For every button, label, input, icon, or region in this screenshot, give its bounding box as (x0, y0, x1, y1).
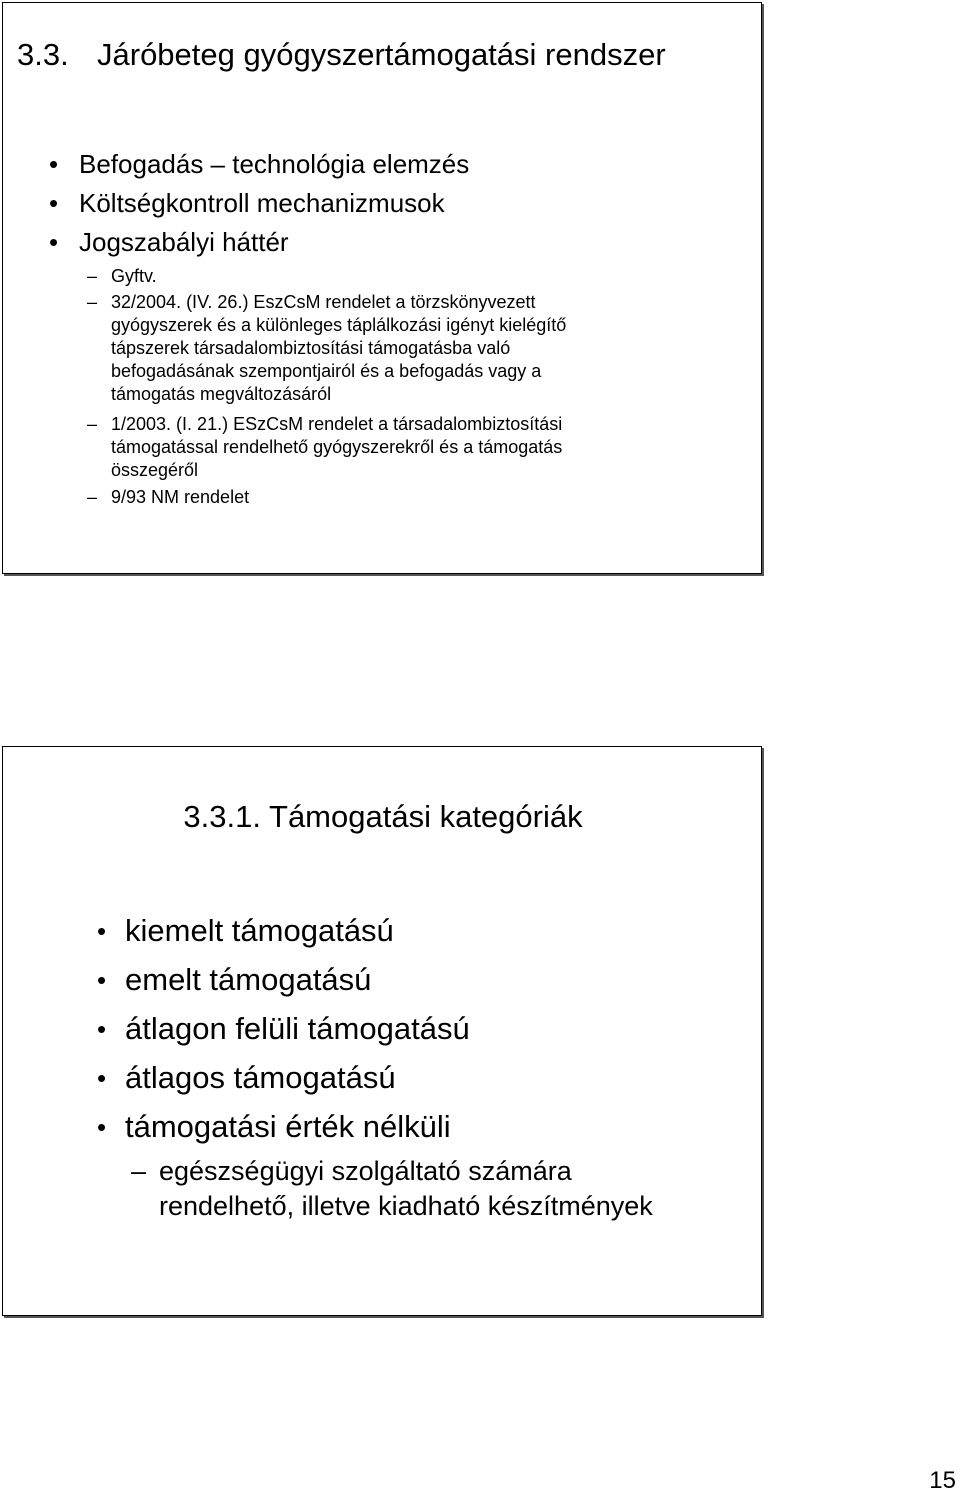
slide-1-title-number: 3.3. (17, 37, 69, 72)
dash-icon: – (131, 1156, 147, 1186)
bullet-text: átlagos támogatású (125, 1060, 396, 1095)
bullet-icon: • (97, 1063, 107, 1093)
subitem-text: 32/2004. (IV. 26.) EszCsM rendelet a törzskönyvezett gyógyszerek és a különleges táplálkozási igényt kielégítő tápszerek társadalombiztosítási támogatásba való befogadásának szempontjairól és a befogadás vagy a támogatás megváltozásáról (111, 292, 567, 404)
subitem-text: Gyftv. (111, 266, 157, 286)
bullet-icon: • (49, 188, 59, 218)
bullet-icon: • (49, 149, 59, 179)
bullet-text: Költségkontroll mechanizmusok (79, 188, 445, 218)
dash-icon: – (87, 487, 98, 507)
slide-1-title (17, 37, 666, 73)
bullet-text: emelt támogatású (125, 962, 372, 997)
page-number: 15 (929, 1467, 956, 1494)
dash-icon: – (87, 292, 98, 312)
subitem-text: 1/2003. (I. 21.) ESzCsM rendelet a társadalombiztosítási támogatással rendelhető gyógyszerekről és a támogatás összegéről (111, 414, 563, 480)
bullet-text: kiemelt támogatású (125, 913, 394, 948)
bullet-text: támogatási érték nélküli (125, 1109, 451, 1144)
bullet-text: Befogadás – technológia elemzés (79, 149, 470, 179)
slide-2-title: 3.3.1. Támogatási kategóriák (183, 799, 583, 834)
bullet-icon: • (97, 916, 107, 946)
bullet-icon: • (97, 1014, 107, 1044)
subitem-text: egészségügyi szolgáltató számára rendelhető, illetve kiadható készítmények (159, 1156, 653, 1221)
slide-1 (2, 2, 762, 574)
subitem-text: 9/93 NM rendelet (111, 487, 250, 507)
bullet-icon: • (97, 965, 107, 995)
slide-1-title-text: Járóbeteg gyógyszertámogatási rendszer (97, 37, 666, 72)
bullet-icon: • (49, 227, 59, 257)
slide-2 (2, 746, 762, 1316)
dash-icon: – (87, 266, 98, 286)
bullet-text: Jogszabályi háttér (79, 227, 289, 257)
bullet-text: átlagon felüli támogatású (125, 1011, 470, 1046)
bullet-icon: • (97, 1112, 107, 1142)
dash-icon: – (87, 414, 98, 434)
